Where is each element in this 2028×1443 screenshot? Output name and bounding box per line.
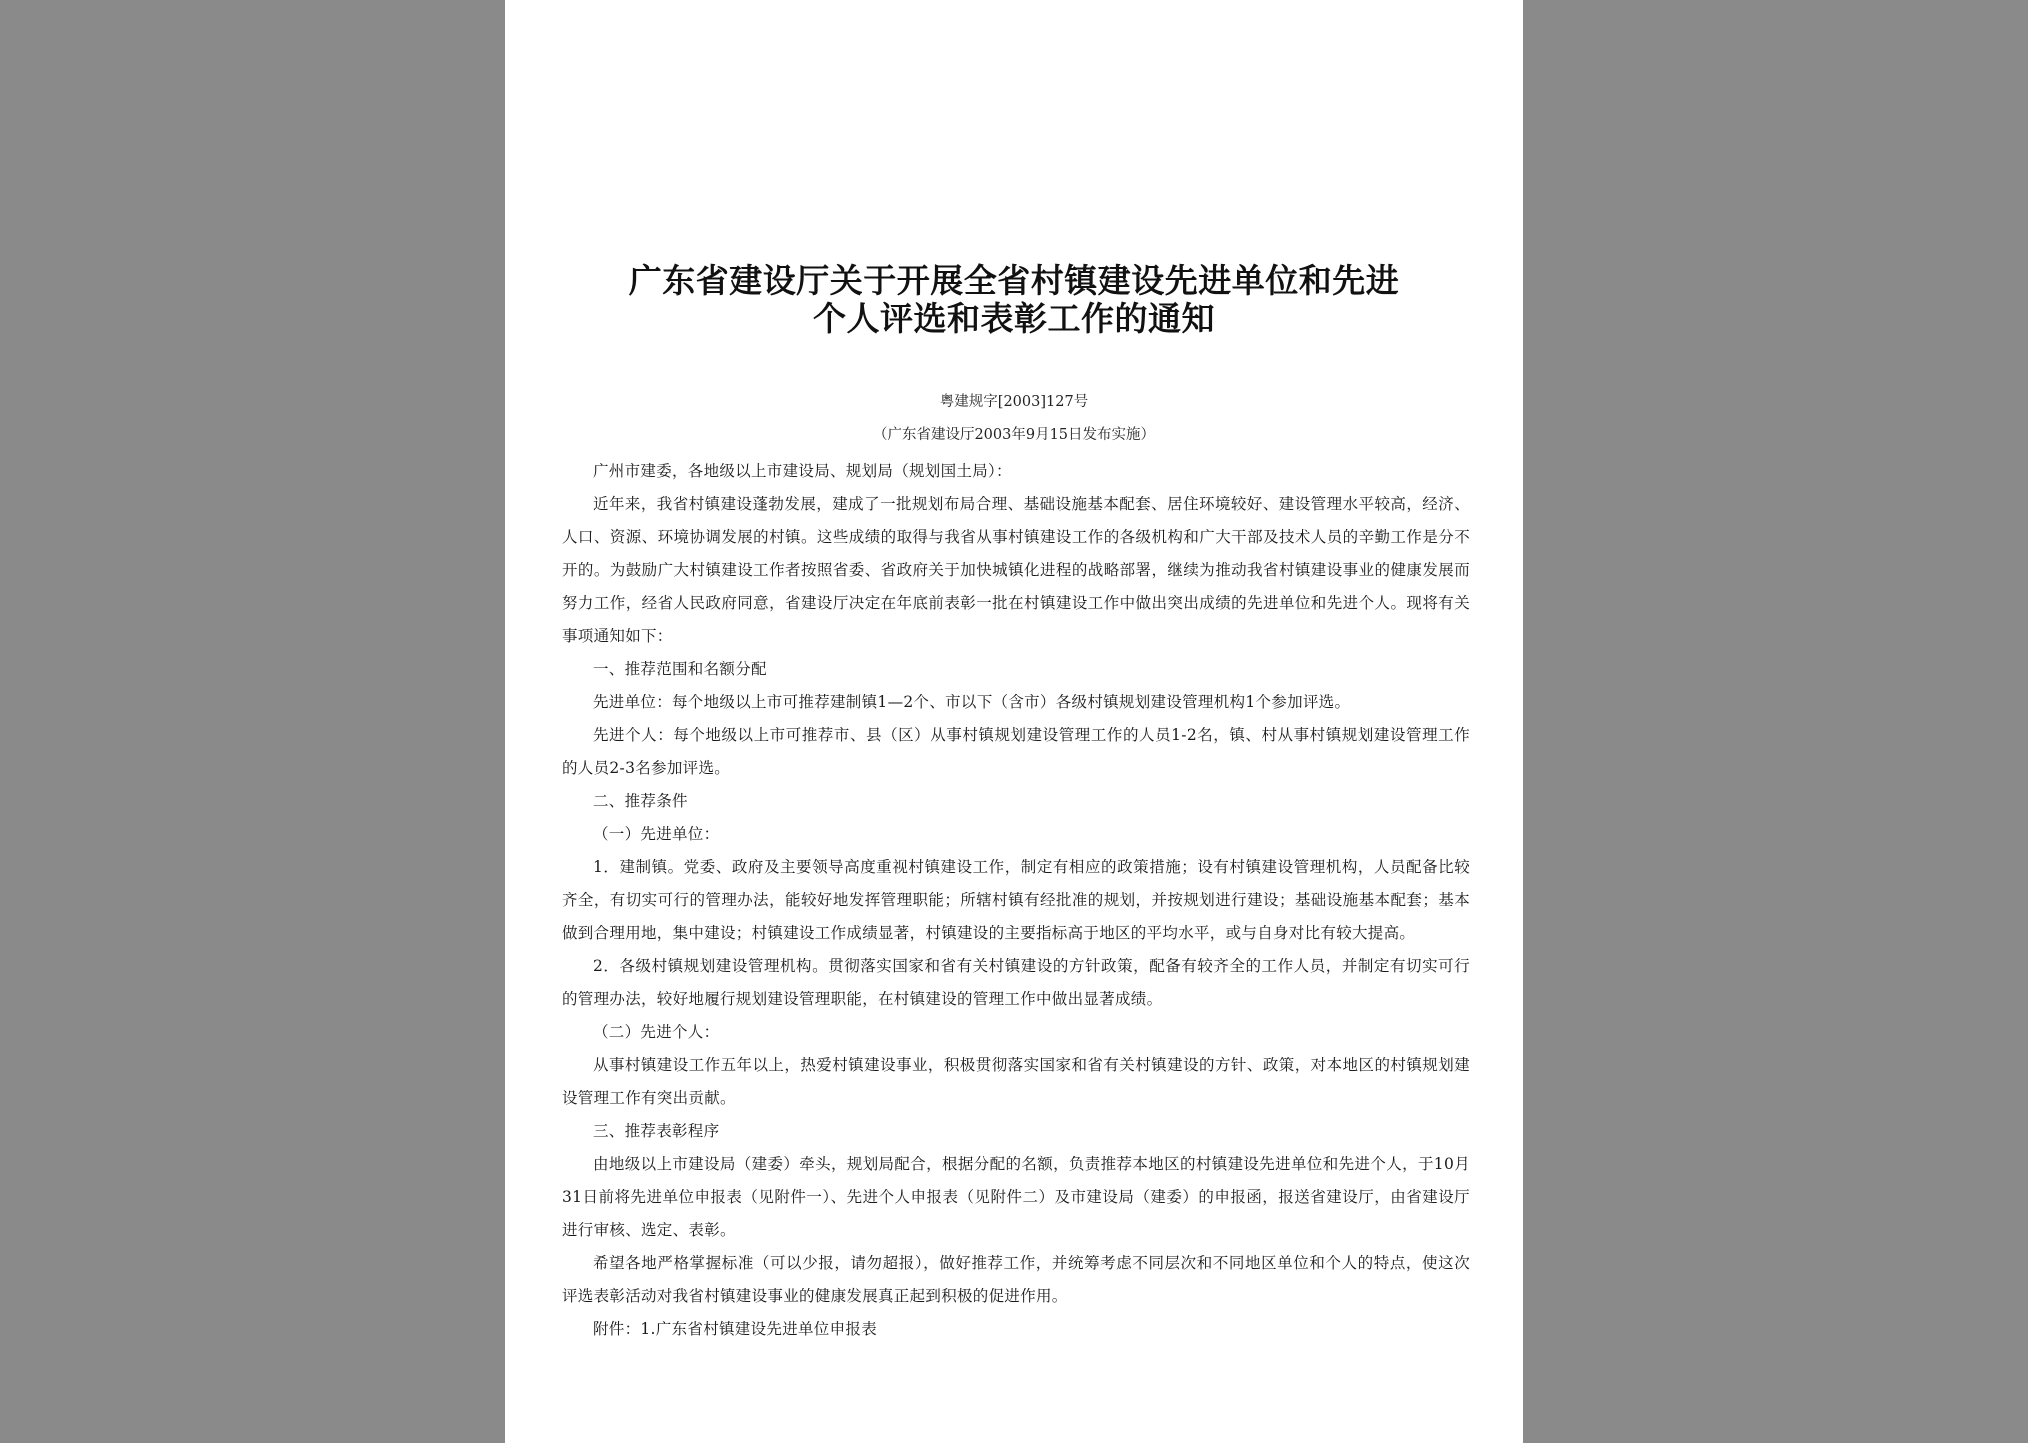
section-heading: 三、推荐表彰程序: [593, 1122, 720, 1140]
body-paragraph: 1．建制镇。党委、政府及主要领导高度重视村镇建设工作，制定有相应的政策措施；设有村镇建设管理机构，人员配备比较齐全，有切实可行的管理办法，能较好地发挥管理职能；所辖村镇有经批准的规划，并按规划进行建设；基础设施基本配套；基本做到合理用地，集中建设；村镇建设工作成绩显著，村镇建设的主要指标高于地区的平均水平，或与自身对比有较大提高。: [562, 858, 1470, 942]
document-body: [562, 455, 1470, 1346]
body-paragraph: 近年来，我省村镇建设蓬勃发展，建成了一批规划布局合理、基础设施基本配套、居住环境较好、建设管理水平较高，经济、人口、资源、环境协调发展的村镇。这些成绩的取得与我省从事村镇建设工作的各级机构和广大干部及技术人员的辛勤工作是分不开的。为鼓励广大村镇建设工作者按照省委、省政府关于加快城镇化进程的战略部署，继续为推动我省村镇建设事业的健康发展而努力工作，经省人民政府同意，省建设厅决定在年底前表彰一批在村镇建设工作中做出突出成绩的先进单位和先进个人。现将有关事项通知如下：: [562, 495, 1470, 645]
body-paragraph: 从事村镇建设工作五年以上，热爱村镇建设事业，积极贯彻落实国家和省有关村镇建设的方针、政策，对本地区的村镇规划建设管理工作有突出贡献。: [562, 1056, 1470, 1107]
issued-note: （广东省建设厅2003年9月15日发布实施）: [872, 427, 1156, 443]
title-line-2: 个人评选和表彰工作的通知: [813, 299, 1215, 338]
subsection-heading: （一）先进单位：: [593, 825, 720, 843]
document-page: [505, 0, 1523, 1443]
document-number: 粤建规字[2003]127号: [939, 394, 1089, 410]
body-paragraph: 由地级以上市建设局（建委）牵头，规划局配合，根据分配的名额，负责推荐本地区的村镇建设先进单位和先进个人，于10月31日前将先进单位申报表（见附件一）、先进个人申报表（见附件二）及市建设局（建委）的申报函，报送省建设厅，由省建设厅进行审核、选定、表彰。: [562, 1155, 1470, 1239]
body-paragraph: 2．各级村镇规划建设管理机构。贯彻落实国家和省有关村镇建设的方针政策，配备有较齐全的工作人员，并制定有切实可行的管理办法，较好地履行规划建设管理职能，在村镇建设的管理工作中做出显著成绩。: [562, 957, 1470, 1008]
title-line-1: 广东省建设厅关于开展全省村镇建设先进单位和先进: [628, 261, 1400, 300]
document-title: [505, 262, 1523, 338]
subsection-heading: （二）先进个人：: [593, 1023, 720, 1041]
section-heading: 二、推荐条件: [593, 792, 688, 810]
body-paragraph: 先进单位：每个地级以上市可推荐建制镇1—2个、市以下（含市）各级村镇规划建设管理机构1个参加评选。: [593, 693, 1351, 711]
attachment-line: 附件：1.广东省村镇建设先进单位申报表: [593, 1320, 877, 1338]
body-paragraph: 希望各地严格掌握标准（可以少报，请勿超报），做好推荐工作，并统筹考虑不同层次和不同地区单位和个人的特点，使这次评选表彰活动对我省村镇建设事业的健康发展真正起到积极的促进作用。: [562, 1254, 1470, 1305]
body-paragraph: 先进个人：每个地级以上市可推荐市、县（区）从事村镇规划建设管理工作的人员1-2名，镇、村从事村镇规划建设管理工作的人员2-3名参加评选。: [562, 726, 1470, 777]
salutation: 广州市建委，各地级以上市建设局、规划局（规划国土局）：: [593, 462, 1012, 480]
section-heading: 一、推荐范围和名额分配: [593, 660, 767, 678]
